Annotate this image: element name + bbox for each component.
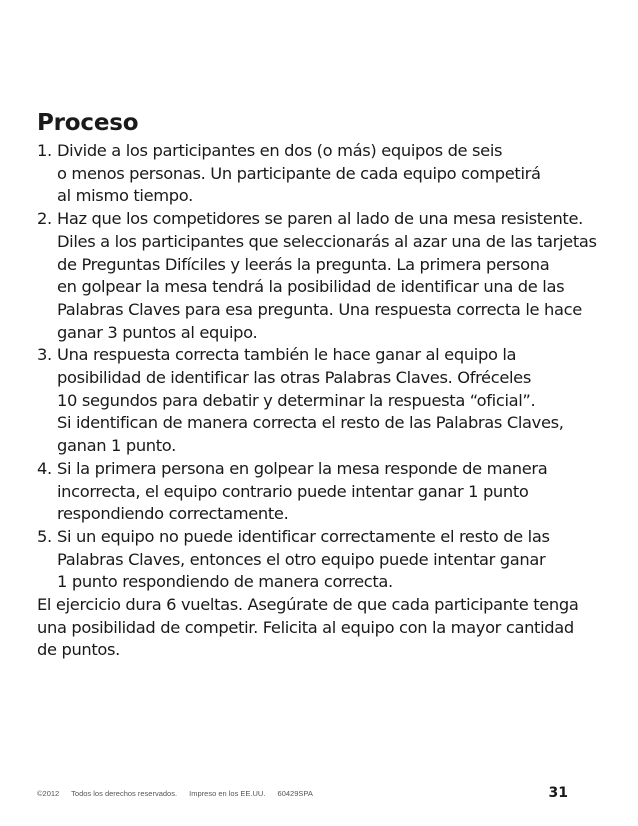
section-title: Proceso [37,110,139,136]
step-line: ganan 1 punto. [57,436,176,456]
body-text [37,140,617,662]
step-line: 1 punto respondiendo de manera correcta. [57,572,393,592]
step-line: al mismo tiempo. [57,186,193,206]
step-line: Palabras Claves, entonces el otro equipo puede intentar ganar [57,549,546,569]
step-line: Si la primera persona en golpear la mesa responde de manera [57,458,548,478]
footer-rights: Todos los derechos reservados. [71,789,178,798]
step-line: 10 segundos para debatir y determinar la respuesta “oficial”. [57,390,536,410]
list-item [37,526,617,594]
step-line: en golpear la mesa tendrá la posibilidad de identificar una de las [57,277,565,297]
closing-paragraph [37,594,617,662]
step-number: 4. [37,458,52,478]
list-item [37,344,617,458]
list-item [37,140,617,208]
list-item [37,208,617,344]
step-line: ganar 3 puntos al equipo. [57,322,258,342]
list-item [37,458,617,526]
step-number: 5. [37,526,52,546]
page-number: 31 [548,785,568,801]
step-number: 1. [37,141,52,160]
step-line: incorrecta, el equipo contrario puede intentar ganar 1 punto [57,481,529,501]
step-line: respondiendo correctamente. [57,504,289,524]
step-line: o menos personas. Un participante de cada equipo competirá [57,163,541,183]
step-line: Palabras Claves para esa pregunta. Una respuesta correcta le hace [57,299,582,319]
closing-line: El ejercicio dura 6 vueltas. Asegúrate de que cada participante tenga [37,595,579,615]
steps-list [37,140,617,594]
step-number: 2. [37,209,52,229]
footer-copyright: ©2012 [37,789,60,798]
closing-line: una posibilidad de competir. Felicita al equipo con la mayor cantidad [37,617,574,637]
step-line: de Preguntas Difíciles y leerás la pregunta. La primera persona [57,254,550,274]
step-line: Diles a los participantes que seleccionarás al azar una de las tarjetas [57,231,597,251]
step-line: Una respuesta correcta también le hace ganar al equipo la [57,345,517,365]
step-line: Divide a los participantes en dos (o más) equipos de seis [57,141,503,160]
closing-line: de puntos. [37,640,121,660]
step-line: Haz que los competidores se paren al lado de una mesa resistente. [57,209,583,229]
footer-printed: Impreso en los EE.UU. [189,789,266,798]
step-number: 3. [37,345,52,365]
footer-code: 60429SPA [277,789,313,798]
step-line: posibilidad de identificar las otras Palabras Claves. Ofréceles [57,368,531,388]
step-line: Si un equipo no puede identificar correctamente el resto de las [57,526,550,546]
step-line: Si identifican de manera correcta el resto de las Palabras Claves, [57,413,564,433]
footer [37,789,323,798]
